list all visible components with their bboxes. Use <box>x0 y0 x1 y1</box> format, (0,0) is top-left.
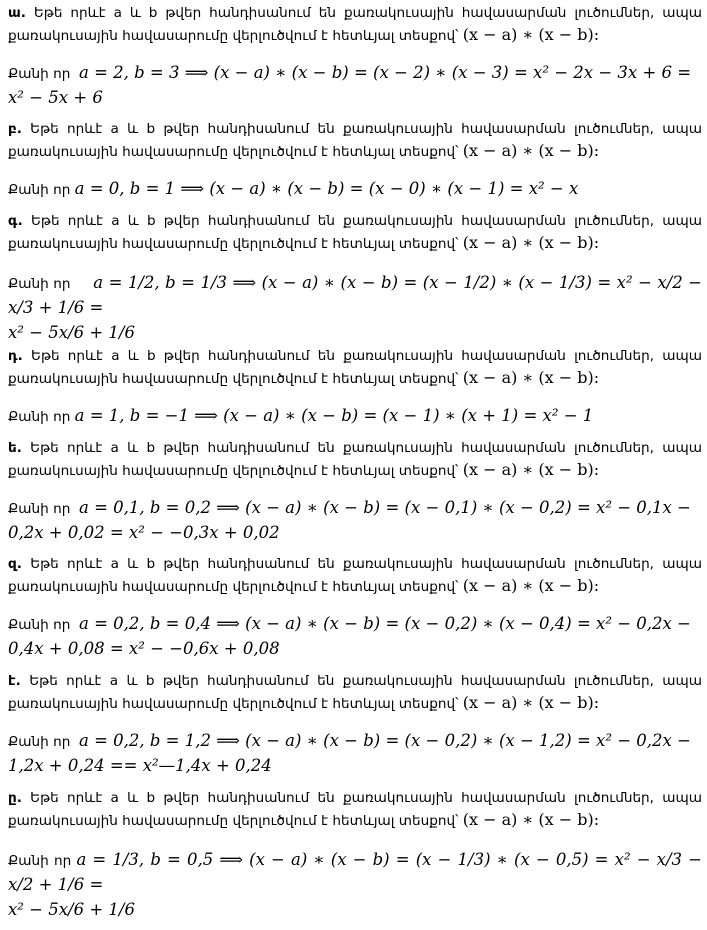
since-word: Քանի որ <box>8 409 71 425</box>
problem-statement <box>8 345 702 390</box>
problem-statement <box>8 118 702 163</box>
problem-statement <box>8 2 702 47</box>
exercise-e <box>8 437 702 546</box>
item-label: դ. <box>8 348 23 364</box>
problem-statement <box>8 210 702 255</box>
solution-line-1 <box>8 848 702 898</box>
problem-text: Եթե որևէ a և b թվեր հանդիսանում են քառակուսային հավասարման լուծումներ, ապա քառակուսային հավասարումը վերլուծվում է հետևյալ տեսքով՝ <box>8 556 702 595</box>
problem-formula: (x − a) ∗ (x − b): <box>462 233 600 252</box>
solution-line-2 <box>8 898 702 923</box>
exercise-f <box>8 553 702 662</box>
problem-formula: (x − a) ∗ (x − b): <box>462 576 600 595</box>
since-word: Քանի որ <box>8 276 71 292</box>
solution-line-1 <box>8 612 702 637</box>
since-word: Քանի որ <box>8 66 71 82</box>
solution-formula: a = 0, b = 1 ⟹ (x − a) ∗ (x − b) = (x − 0) ∗ (x − 1) = x² − x <box>74 179 579 198</box>
exercise-c <box>8 210 702 346</box>
problem-text: Եթե որևէ a և b թվեր հանդիսանում են քառակուսային հավասարման լուծումներ, ապա քառակուսային հավասարումը վերլուծվում է հետևյալ տեսքով՝ <box>8 673 702 712</box>
item-label: ե. <box>8 440 22 456</box>
item-label: գ. <box>8 213 23 229</box>
problem-statement <box>8 553 702 598</box>
exercise-a <box>8 2 702 111</box>
exercise-d <box>8 345 702 429</box>
solution-result: 1,2x + 0,24 == x²—1,4x + 0,24 <box>8 756 272 775</box>
solution-line-1 <box>8 404 702 429</box>
solution-line-2 <box>8 754 702 779</box>
solution-line-1 <box>8 177 702 202</box>
problem-text: Եթե որևէ a և b թվեր հանդիսանում են քառակուսային հավասարման լուծումներ, ապա քառակուսային հավասարումը վերլուծվում է հետևյալ տեսքով՝ <box>8 790 702 829</box>
problem-statement <box>8 670 702 715</box>
problem-formula: (x − a) ∗ (x − b): <box>462 693 600 712</box>
solution-formula: a = 0,2, b = 1,2 ⟹ (x − a) ∗ (x − b) = (x − 0,2) ∗ (x − 1,2) = x² − 0,2x − <box>78 731 691 750</box>
solution-result: 0,4x + 0,08 = x² − −0,6x + 0,08 <box>8 639 280 658</box>
problem-text: Եթե որևէ a և b թվեր հանդիսանում են քառակուսային հավասարման լուծումներ, ապա քառակուսային հավասարումը վերլուծվում է հետևյալ տեսքով՝ <box>8 5 702 44</box>
solution-line-1 <box>8 496 702 521</box>
solution-line-2 <box>8 86 702 111</box>
since-word: Քանի որ <box>8 182 71 198</box>
exercise-h <box>8 787 702 923</box>
item-label: ը. <box>8 790 22 806</box>
solution-line-2 <box>8 321 702 346</box>
problem-text: Եթե որևէ a և b թվեր հանդիսանում են քառակուսային հավասարման լուծումներ, ապա քառակուսային հավասարումը վերլուծվում է հետևյալ տեսքով՝ <box>8 440 702 479</box>
since-word: Քանի որ <box>8 501 71 517</box>
solution-result: 0,2x + 0,02 = x² − −0,3x + 0,02 <box>8 523 280 542</box>
solution-line-2 <box>8 637 702 662</box>
solution-formula: a = 2, b = 3 ⟹ (x − a) ∗ (x − b) = (x − 2) ∗ (x − 3) = x² − 2x − 3x + 6 = <box>78 63 692 82</box>
problem-text: Եթե որևէ a և b թվեր հանդիսանում են քառակուսային հավասարման լուծումներ, ապա քառակուսային հավասարումը վերլուծվում է հետևյալ տեսքով՝ <box>8 121 702 160</box>
solution-formula: a = 1, b = −1 ⟹ (x − a) ∗ (x − b) = (x − 1) ∗ (x + 1) = x² − 1 <box>74 406 594 425</box>
problem-formula: (x − a) ∗ (x − b): <box>462 141 600 160</box>
solution-result: x² − 5x/6 + 1/6 <box>8 323 135 342</box>
exercise-g <box>8 670 702 779</box>
solution-line-2 <box>8 521 702 546</box>
since-word: Քանի որ <box>8 617 71 633</box>
solution-line-1 <box>8 729 702 754</box>
solution-line-1 <box>8 271 702 321</box>
solution-result: x² − 5x + 6 <box>8 88 103 107</box>
item-label: ա. <box>8 5 26 21</box>
exercise-b <box>8 118 702 202</box>
problem-formula: (x − a) ∗ (x − b): <box>462 460 600 479</box>
problem-text: Եթե որևէ a և b թվեր հանդիսանում են քառակուսային հավասարման լուծումներ, ապա քառակուսային հավասարումը վերլուծվում է հետևյալ տեսքով՝ <box>8 213 702 252</box>
item-label: բ. <box>8 121 22 137</box>
problem-formula: (x − a) ∗ (x − b): <box>462 810 600 829</box>
solution-formula: a = 0,2, b = 0,4 ⟹ (x − a) ∗ (x − b) = (x − 0,2) ∗ (x − 0,4) = x² − 0,2x − <box>78 614 691 633</box>
solution-formula: a = 1/2, b = 1/3 ⟹ (x − a) ∗ (x − b) = (x − 1/2) ∗ (x − 1/3) = x² − x/2 − x/3 + 1/6 = <box>8 273 702 317</box>
since-word: Քանի որ <box>8 853 72 869</box>
problem-text: Եթե որևէ a և b թվեր հանդիսանում են քառակուսային հավասարման լուծումներ, ապա քառակուսային հավասարումը վերլուծվում է հետևյալ տեսքով՝ <box>8 348 702 387</box>
solution-result: x² − 5x/6 + 1/6 <box>8 900 135 919</box>
solution-formula: a = 0,1, b = 0,2 ⟹ (x − a) ∗ (x − b) = (x − 0,1) ∗ (x − 0,2) = x² − 0,1x − <box>78 498 691 517</box>
item-label: է. <box>8 673 21 689</box>
solution-line-1 <box>8 61 702 86</box>
problem-statement <box>8 437 702 482</box>
solution-formula: a = 1/3, b = 0,5 ⟹ (x − a) ∗ (x − b) = (x − 1/3) ∗ (x − 0,5) = x² − x/3 − x/2 + 1/6 = <box>8 850 702 894</box>
item-label: զ. <box>8 556 22 572</box>
problem-formula: (x − a) ∗ (x − b): <box>462 368 600 387</box>
since-word: Քանի որ <box>8 734 71 750</box>
problem-statement <box>8 787 702 832</box>
problem-formula: (x − a) ∗ (x − b): <box>462 25 600 44</box>
